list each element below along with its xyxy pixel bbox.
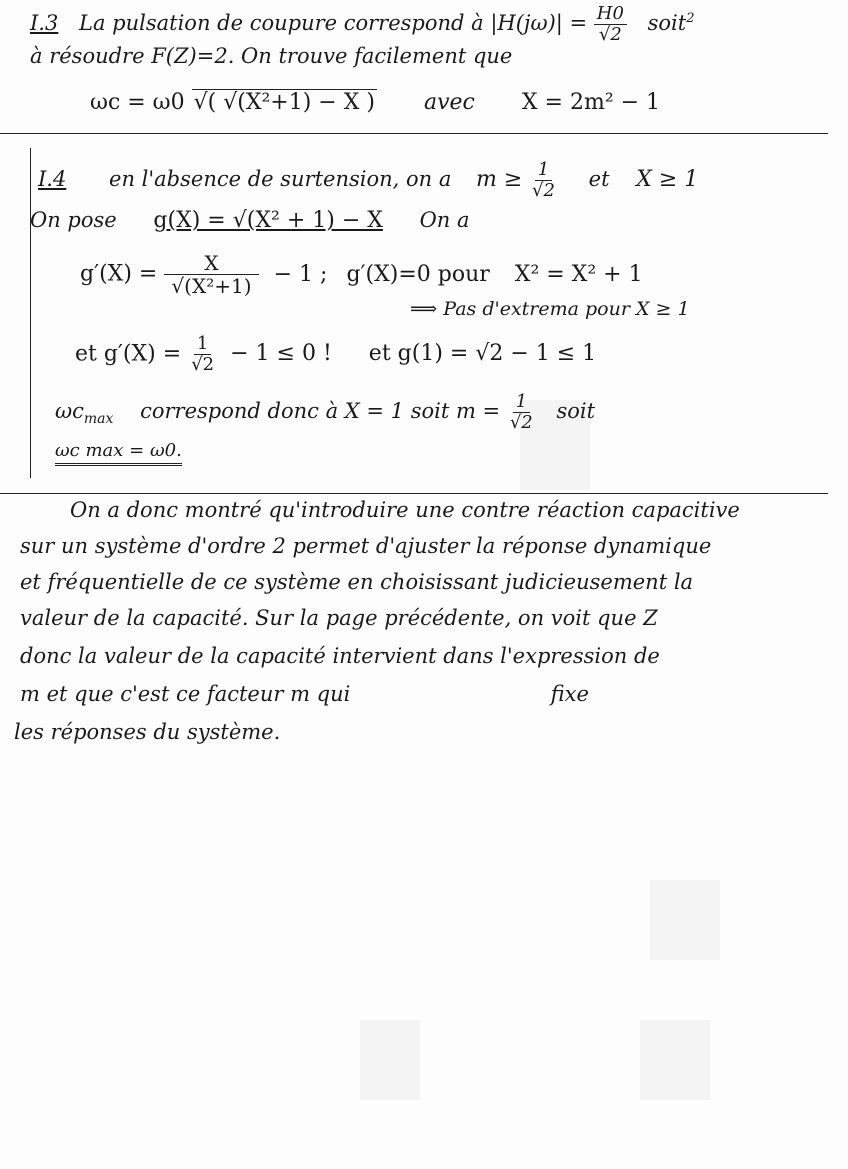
derivative-line: g′(X) = $\frac{X}{\text{√(X²+1)}}$ − 1 ; g′(X)=0 pour X² = X² + 1 — [80, 251, 643, 298]
section-label: I.4 — [38, 166, 67, 191]
section-label: I.3 — [30, 10, 59, 35]
text-line: ⟹ Pas d'extrema pour X ≥ 1 — [410, 298, 690, 320]
conclusion-line: On a donc montré qu'introduire une contre réaction capacitive — [70, 498, 740, 522]
result-wc-max: ωc max = ω0. — [55, 440, 182, 466]
max-line: $\omega c_{max}$ correspond donc à X = 1 soit m = $\frac{1}{√2}$ soit — [55, 391, 596, 433]
conclusion-line: sur un système d'ordre 2 permet d'ajuster la réponse dynamique — [20, 534, 712, 558]
conclusion-line: donc la valeur de la capacité intervient dans l'expression de — [20, 644, 660, 668]
text-line: à résoudre F(Z)=2. On trouve facilement que — [30, 44, 513, 68]
text-line: On pose — [30, 208, 117, 232]
conclusion-line: m et que c'est ce facteur m qui fixe — [20, 682, 589, 706]
scan-smudge — [360, 1020, 420, 1100]
conclusion-line: et fréquentielle de ce système en choisissant judicieusement la — [20, 570, 694, 594]
conclusion-line: les réponses du système. — [14, 720, 281, 744]
divider — [0, 493, 828, 494]
text-line: La pulsation de coupure correspond à |H(jω)| = — [79, 10, 594, 35]
fraction: $\frac{H0}{√2}$ — [594, 4, 627, 45]
margin-bar — [30, 148, 31, 478]
g-definition: g(X) = √(X² + 1) − X — [153, 208, 383, 233]
scan-smudge — [650, 880, 720, 960]
sign-line: et g′(X) = $\frac{1}{√2}$ − 1 ≤ 0 ! et g(1) = √2 − 1 ≤ 1 — [75, 333, 597, 375]
scan-smudge — [640, 1020, 710, 1100]
conclusion-line: valeur de la capacité. Sur la page précédente, on voit que Z — [20, 606, 658, 630]
formula-wc: ωc = ω0 √( √(X²+1) − X ) avec X = 2m² − 1 — [90, 90, 661, 115]
fraction: $\frac{1}{√2}$ — [532, 159, 555, 201]
divider — [0, 133, 828, 134]
text-line: en l'absence de surtension, on a — [109, 166, 452, 191]
